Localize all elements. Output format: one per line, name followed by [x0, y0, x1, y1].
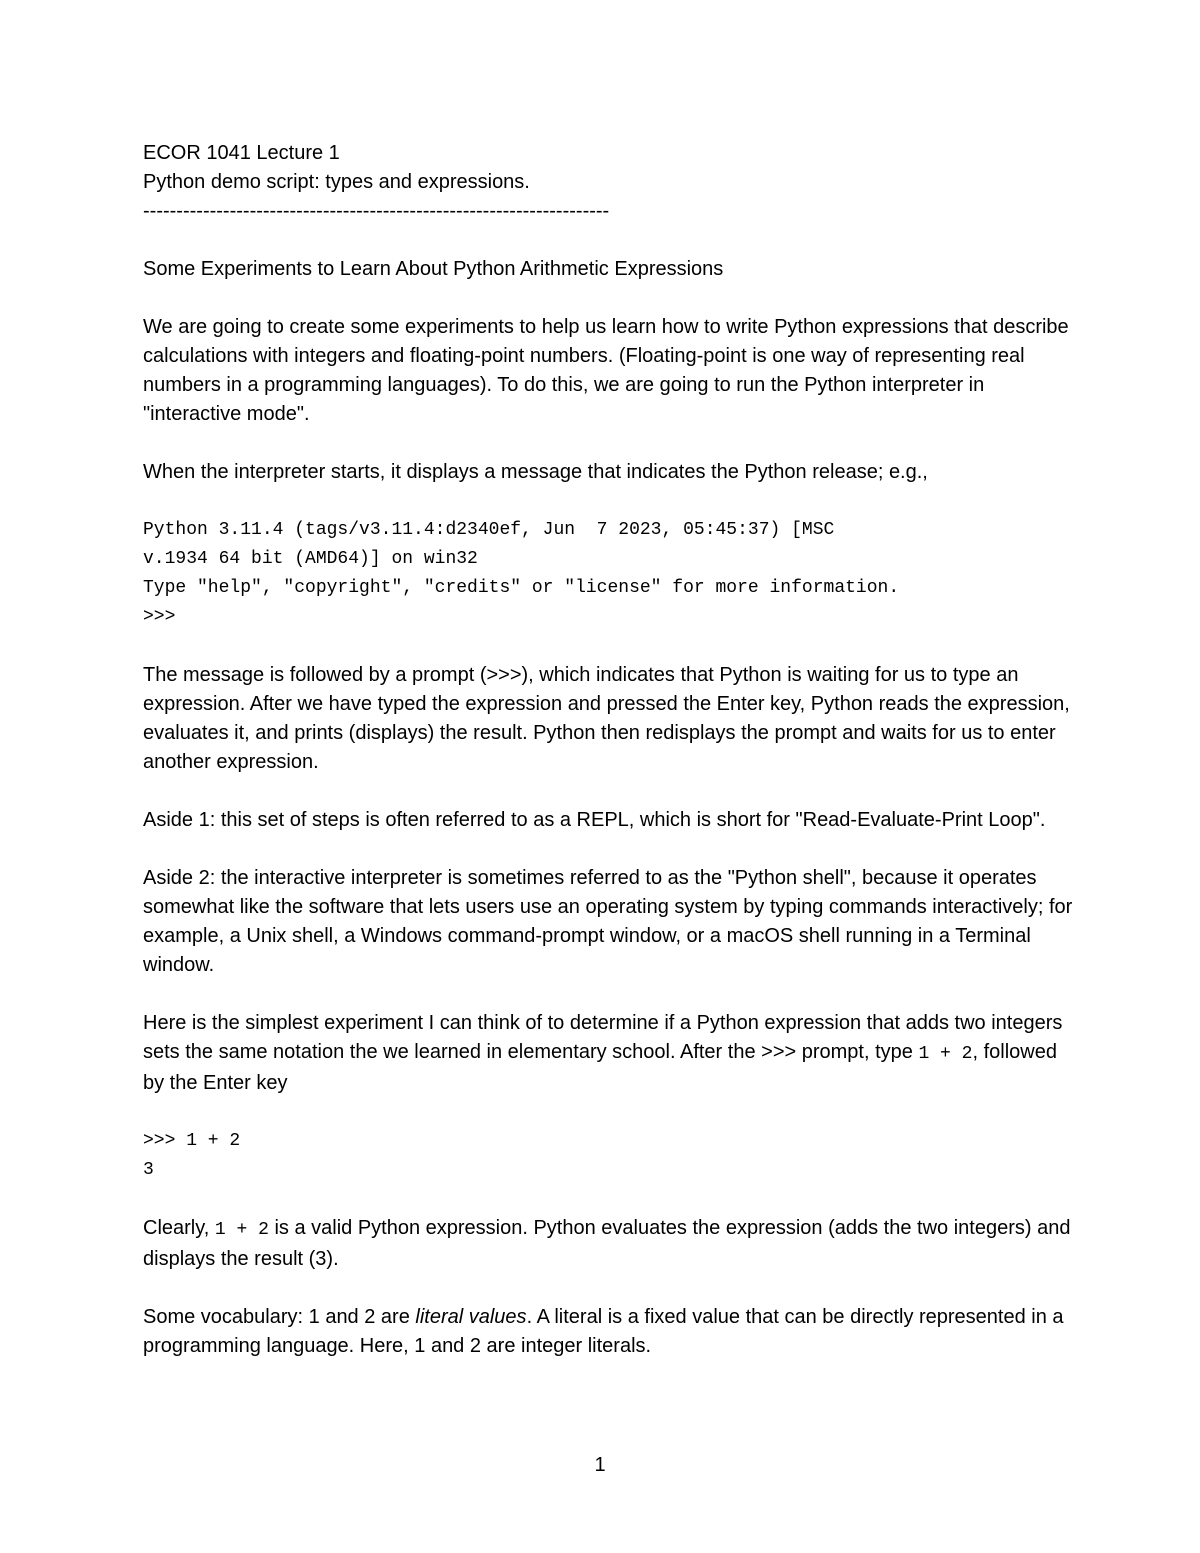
paragraph-interpreter-starts: When the interpreter starts, it displays a message that indicates the Python release; e.g., [143, 461, 928, 483]
separator-line: ---------------------------------------------------------------------- [143, 200, 610, 222]
paragraph-vocabulary [143, 1303, 1083, 1361]
experiment-text-after: , followed by the Enter key [143, 1041, 1057, 1094]
paragraph-aside-2: Aside 2: the interactive interpreter is sometimes referred to as the "Python shell", because it operates somewhat like the software that lets users use an operating system by typing commands interactively; for example, a Unix shell, a Windows command-prompt window, or a macOS shell running in a Terminal window. [143, 867, 1073, 976]
paragraph-intro: We are going to create some experiments to help us learn how to write Python expressions that describe calculations with integers and floating-point numbers. (Floating-point is one way of representing real numbers in a programming languages). To do this, we are going to run the Python interpreter in "interactive mode". [143, 316, 1069, 425]
paragraph-clearly [143, 1214, 1083, 1274]
code-line-input: >>> 1 + 2 [143, 1131, 241, 1151]
code-line: v.1934 64 bit (AMD64)] on win32 [143, 549, 478, 569]
vocab-text-after: . A literal is a fixed value that can be directly represented in a programming language. Here, 1 and 2 are integer literals. [143, 1306, 1064, 1357]
code-line-output: 3 [143, 1160, 154, 1180]
code-line: Python 3.11.4 (tags/v3.11.4:d2340ef, Jun 7 2023, 05:45:37) [MSC [143, 520, 835, 540]
experiment-text: Here is the simplest experiment I can think of to determine if a Python expression that adds two integers sets the same notation the we learned in elementary school. After the >>> prompt, type [143, 1012, 1063, 1063]
code-line: >>> [143, 607, 176, 627]
paragraph-prompt: The message is followed by a prompt (>>>), which indicates that Python is waiting for us to type an expression. After we have typed the expression and pressed the Enter key, Python reads the expression, evaluates it, and prints (displays) the result. Python then redisplays the prompt and waits for us to enter another expression. [143, 664, 1070, 773]
vocab-italic-term: literal values [415, 1306, 527, 1328]
section-title: Some Experiments to Learn About Python Arithmetic Expressions [143, 258, 724, 280]
clearly-text-after: is a valid Python expression. Python evaluates the expression (adds the two integers) and displays the result (3). [143, 1217, 1071, 1270]
clearly-text: Clearly, [143, 1217, 215, 1239]
course-title: ECOR 1041 Lecture 1 [143, 142, 340, 164]
vocab-text: Some vocabulary: 1 and 2 are [143, 1306, 416, 1328]
paragraph-experiment [143, 1009, 1083, 1098]
python-banner-code [143, 516, 1083, 632]
document-subtitle: Python demo script: types and expressions. [143, 171, 530, 193]
paragraph-aside-1: Aside 1: this set of steps is often referred to as a REPL, which is short for "Read-Evaluate-Print Loop". [143, 809, 1046, 831]
page-number: 1 [594, 1454, 606, 1476]
page-content [143, 139, 1083, 1361]
inline-code: 1 + 2 [214, 1220, 269, 1240]
inline-code: 1 + 2 [918, 1044, 973, 1064]
repl-session-code [143, 1127, 1083, 1185]
code-line: Type "help", "copyright", "credits" or "license" for more information. [143, 578, 900, 598]
